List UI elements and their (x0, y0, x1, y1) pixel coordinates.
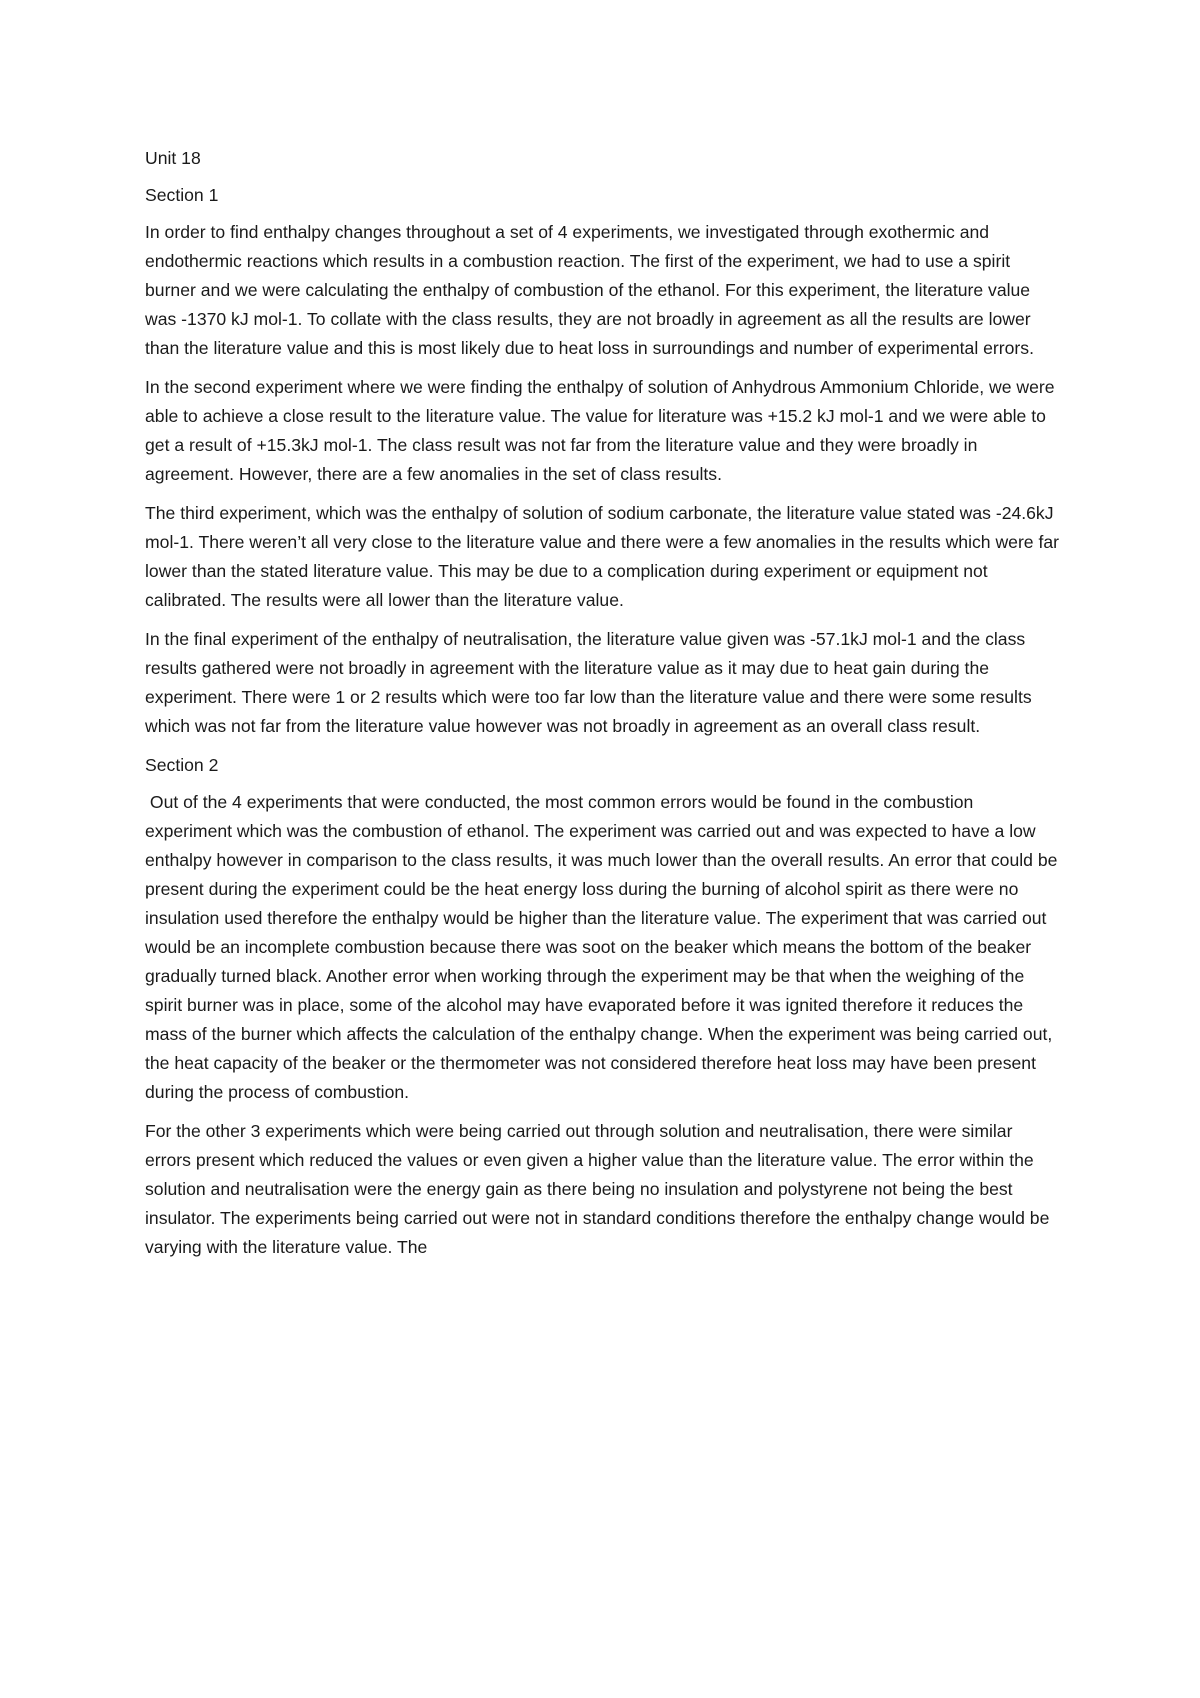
section-1-paragraph-1: In order to find enthalpy changes throughout a set of 4 experiments, we investigated through exothermic and endothermic reactions which results in a combustion reaction. The first of the experiment, we had to use a spirit burner and we were calculating the enthalpy of combustion of the ethanol. For this experiment, the literature value was -1370 kJ mol-1. To collate with the class results, they are not broadly in agreement as all the results are lower than the literature value and this is most likely due to heat loss in surroundings and number of experimental errors. (145, 222, 1034, 358)
section-1-paragraph-4: In the final experiment of the enthalpy of neutralisation, the literature value given was -57.1kJ mol-1 and the class results gathered were not broadly in agreement with the literature value as it may due to heat gain during the experiment. There were 1 or 2 results which were too far low than the literature value and there were some results which was not far from the literature value however was not broadly in agreement as an overall class result. (145, 629, 1032, 736)
section-2-paragraph-1: Out of the 4 experiments that were conducted, the most common errors would be found in the combustion experiment which was the combustion of ethanol. The experiment was carried out and was expected to have a low enthalpy however in comparison to the class results, it was much lower than the overall results. An error that could be present during the experiment could be the heat energy loss during the burning of alcohol spirit as there were no insulation used therefore the enthalpy would be higher than the literature value. The experiment that was carried out would be an incomplete combustion because there was soot on the beaker which means the bottom of the beaker gradually turned black. Another error when working through the experiment may be that when the weighing of the spirit burner was in place, some of the alcohol may have evaporated before it was ignited therefore it reduces the mass of the burner which affects the calculation of the enthalpy change. When the experiment was being carried out, the heat capacity of the beaker or the thermometer was not considered therefore heat loss may have been present during the process of combustion. (145, 792, 1063, 1102)
section-1-paragraph-3: The third experiment, which was the enthalpy of solution of sodium carbonate, the literature value stated was -24.6kJ mol-1. There weren’t all very close to the literature value and there were a few anomalies in the results which were far lower than the stated literature value. This may be due to a complication during experiment or equipment not calibrated. The results were all lower than the literature value. (145, 503, 1060, 610)
document-body (145, 144, 1063, 1272)
section-2-paragraph-2: For the other 3 experiments which were being carried out through solution and neutralisation, there were similar errors present which reduced the values or even given a higher value than the literature value. The error within the solution and neutralisation were the energy gain as there being no insulation and polystyrene not being the best insulator. The experiments being carried out were not in standard conditions therefore the enthalpy change would be varying with the literature value. The (145, 1121, 1050, 1257)
section-2-heading: Section 2 (145, 755, 219, 775)
unit-title: Unit 18 (145, 148, 201, 168)
section-1-heading: Section 1 (145, 185, 219, 205)
section-1-paragraph-2: In the second experiment where we were finding the enthalpy of solution of Anhydrous Ammonium Chloride, we were able to achieve a close result to the literature value. The value for literature was +15.2 kJ mol-1 and we were able to get a result of +15.3kJ mol-1. The class result was not far from the literature value and they were broadly in agreement. However, there are a few anomalies in the set of class results. (145, 377, 1055, 484)
